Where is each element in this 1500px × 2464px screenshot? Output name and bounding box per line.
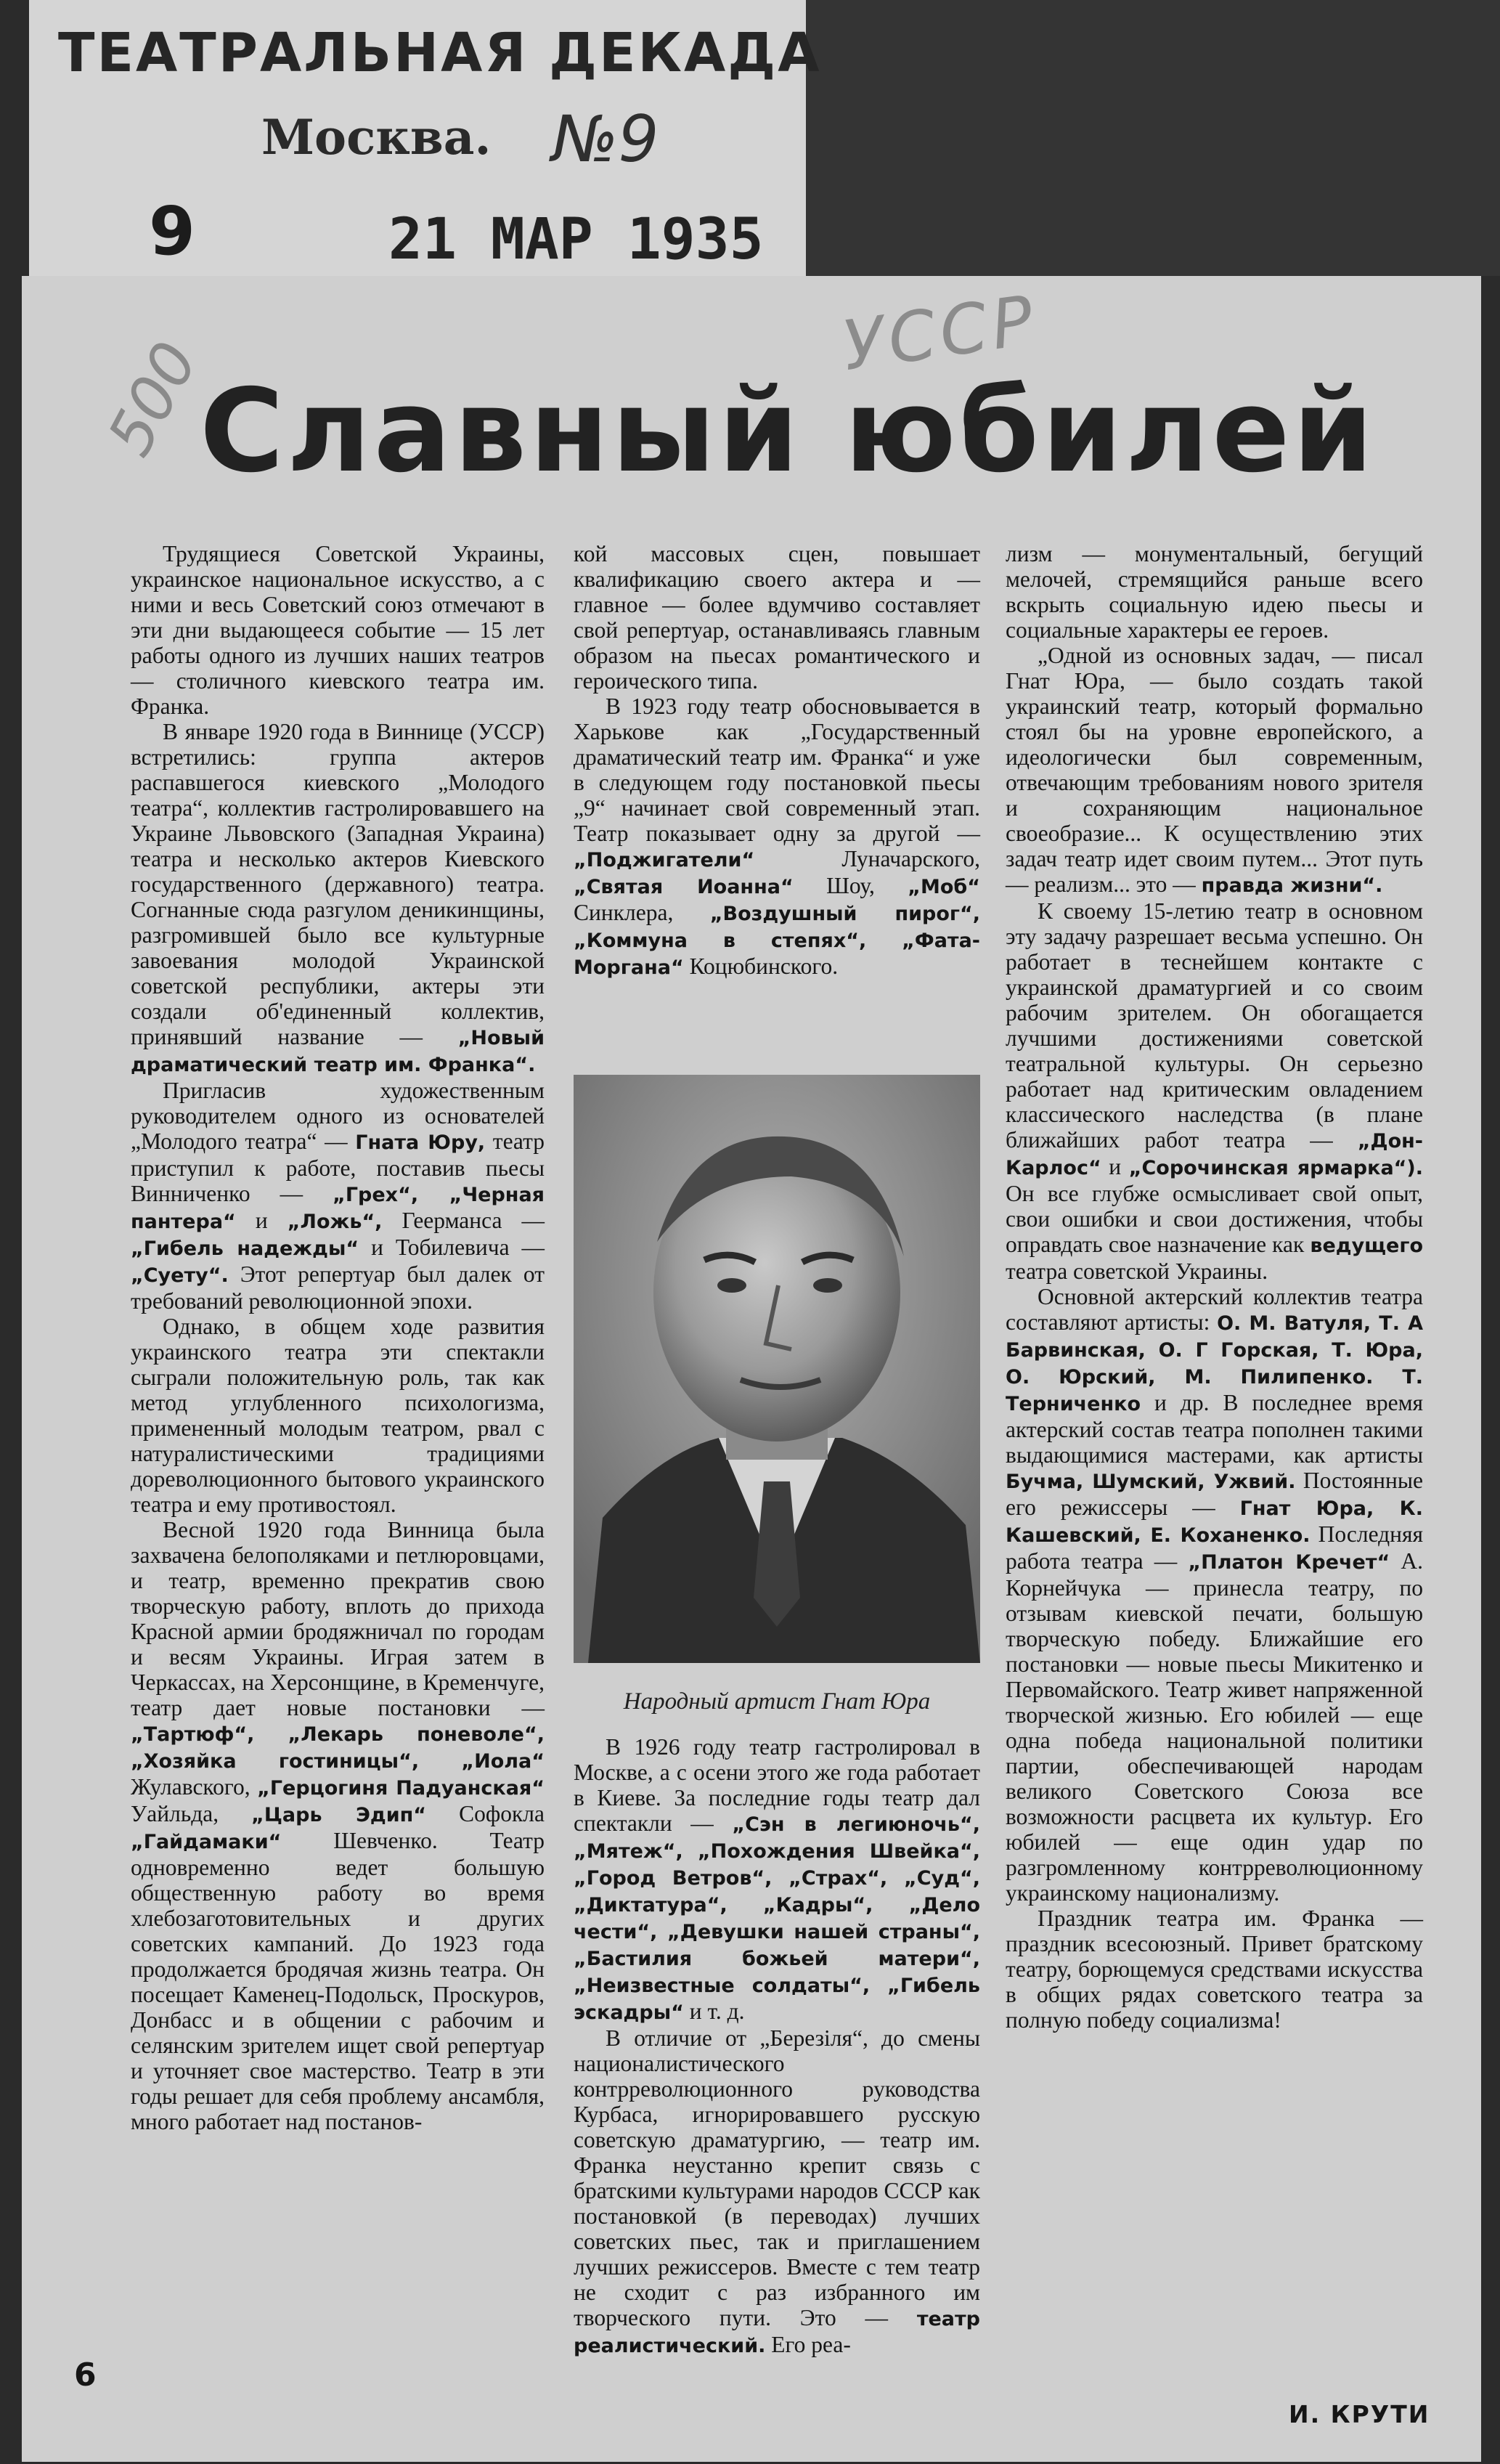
background-edge — [806, 0, 1500, 276]
paragraph: Трудящиеся Советской Украины, украинское национальное искусство, а с ними и весь Советский союз отмечают в эти дни выдающееся событие — 15 лет работы одного из лучших наших театров — столичного киевского театра им. Франка. — [131, 541, 545, 719]
paragraph: Однако, в общем ходе развития украинского театра эти спектакли сыграли положительную роль, так как метод углубленного психологизма, примененный молодым театром, рвал с натуралистическими традициями дореволюционного бытового украинского театра и ему противостоял. — [131, 1314, 545, 1517]
paragraph: В отличие от „Березіля“, до смены националистического контрреволюционного руководства Курбаса, игнорировавшего русскую советскую драматургию, — театр им. Франка неустанно крепит связь с братскими культурами народов СССР как постановкой (в переводах) лучших советских пьес, так и приглашением лучших режиссеров. Вместе с тем театр не сходит с раз избранного им творческого пути. Это — театр реалистический. Его реа- — [574, 2025, 981, 2357]
article-column-3 — [1006, 541, 1423, 2033]
page-number: 6 — [74, 2357, 97, 2394]
publication-stamp: ТЕАТРАЛЬНАЯ ДЕКАДА — [58, 22, 822, 84]
article-column-2-lower — [574, 1734, 980, 2359]
portrait-illustration — [574, 1075, 980, 1663]
paragraph: кой массовых сцен, повышает квалификацию своего актера и — главное — более вдумчиво составляет свой репертуар, останавливаясь главным образом на пьесах романтического и героического типа. — [574, 541, 980, 694]
article-column-1 — [131, 541, 545, 2134]
paragraph: „Одной из основных задач, — писал Гнат Юра, — было создать такой украинский театр, который формально стоял бы на уровне европейского, а идеологически был современным, отвечающим требованиям нового зрителя и сохраняющим национальное своеобразие... К осуществлению этих задач театр идет своим путем... Этот путь — реализм... это — правда жизни“. — [1006, 643, 1423, 897]
portrait-photo — [574, 1075, 980, 1663]
issue-mark: 9 — [149, 192, 196, 270]
paragraph: Основной актерский коллектив театра составляют артисты: О. М. Ватуля, Т. А Барвинская, О. Г Горская, Т. Юра, О. Юрский, М. Пилипенко. Т. Терниченко и др. В последнее время актерский состав театра пополнен такими выдающимися мастерами, как артисты Бучма, Шумский, Ужвий. Постоянные его режиссеры — Гнат Юра, К. Кашевский, Е. Коханенко. Последняя работа театра — „Платон Кречет“ А. Корнейчука — принесла театру, по отзывам киевской печати, большую творческую победу. Ближайшие его постановки — новые пьесы Микитенко и Первомайского. Театр живет напряженной творческой жизнью. Его юбилей — еще одна победа национальной политики партии, обеспечивающей народам великого Советского Союза все возможности расцвета их культур. Его юбилей — еще один удар по разгромленному контрреволюционному украинскому национализму. — [1006, 1284, 1424, 1906]
clipping-header-slip — [29, 0, 822, 283]
paragraph: лизм — монументальный, бегущий мелочей, стремящийся раньше всего вскрыть социальную идею пьесы и социальные характеры ее героев. — [1006, 541, 1423, 643]
photo-caption: Народный артист Гнат Юра — [623, 1688, 931, 1715]
paragraph: В 1923 году театр обосновывается в Харькове как „Государственный драматический театр им. Франка“ и уже в следующем году постановкой пьесы „9“ начинает свой современный этап. Театр показывает одну за другой — „Поджигатели“ Луначарского, „Святая Иоанна“ Шоу, „Моб“ Синклера, „Воздушный пирог“, „Коммуна в степях“, „Фата-Моргана“ Коцюбинского. — [574, 694, 981, 979]
date-stamp: 21 МАР 1935 — [388, 207, 764, 272]
paragraph: Праздник театра им. Франка — праздник всесоюзный. Привет братскому театру, борющемуся средствами искусства в общих рядах советского театра за полную победу социализма! — [1006, 1906, 1423, 2033]
paragraph: В 1926 году театр гастролировал в Москве, а с осени этого же года работает в Киеве. За последние годы театр дал спектакли — „Сэн в легиюночь“, „Мятеж“, „Похождения Швейка“, „Город Ветров“, „Страх“, „Суд“, „Диктатура“, „Кадры“, „Дело чести“, „Девушки нашей страны“, „Бастилия божьей матери“, „Неизвестные солдаты“, „Гибель эскадры“ и т. д. — [574, 1734, 980, 2024]
article-title: Славный юбилей — [200, 365, 1377, 498]
paragraph: Весной 1920 года Винница была захвачена белополяками и петлюровцами, и театр, временно прекратив свою творческую работу, вплоть до прихода Красной армии бродяжничал по городам и весям Украины. Играя затем в Черкассах, на Херсонщине, в Кременчуге, театр дает новые постановки — „Тартюф“, „Лекарь поневоле“, „Хозяйка гостиницы“, „Иола“ Жулавского, „Герцогиня Падуанская“ Уайльда, „Царь Эдип“ Софокла „Гайдамаки“ Шевченко. Театр одновременно ведет большую общественную работу во время хлебозаготовительных и других советских кампаний. До 1923 года продолжается бродячая жизнь театра. Он посещает Каменец-Подольск, Проскуров, Донбасс и в общении с рабочим и селянским зрителем ищет свой репертуар и уточняет свое мастерство. Театр в эти годы решает для себя проблему ансамбля, много работает над постанов- — [131, 1517, 545, 2134]
handwritten-price: 500 — [94, 330, 212, 467]
paragraph: В январе 1920 года в Виннице (УССР) встретились: группа актеров распавшегося киевского „Молодого театра“, коллектив гастролировавшего на Украине Львовского (Западная Украина) театра и несколько актеров Киевского государственного (державного) театра. Согнанные сюда разгулом деникинщины, разгромившей было все культурные завоевания молодой Украинской советской республики, актеры эти создали об'единенный коллектив, принявший название — „Новый драматический театр им. Франка“. — [131, 719, 545, 1076]
paragraph: К своему 15-летию театр в основном эту задачу разрешает весьма успешно. Он работает в теснейшем контакте с украинской драматургией и со своим рабочим зрителем. Он обогащается лучшими достижениями советской театральной культуры. Он серьезно работает над критическим овладением классического наследства (в плане ближайших работ театра — „Дон-Карлос“ и „Сорочинская ярмарка“). Он все глубже осмысливает свой опыт, свои ошибки и свои достижения, чтобы оправдать свое назначение как ведущего театра советской Украины. — [1006, 898, 1424, 1284]
city-stamp: Москва. — [261, 109, 492, 166]
paragraph: Пригласив художественным руководителем одного из основателей „Молодого театра“ — Гната Юру, театр приступил к работе, поставив пьесы Винниченко — „Грех“, „Черная пантера“ и „Ложь“, Геерманса — „Гибель надежды“ и Тобилевича — „Суету“. Этот репертуар был далек от требований революционной эпохи. — [131, 1078, 545, 1314]
article-column-2 — [574, 541, 980, 980]
author-signature: И. КРУТИ — [1289, 2400, 1430, 2428]
issue-number: №9 — [552, 102, 659, 176]
handwritten-region: УССР — [837, 280, 1043, 387]
